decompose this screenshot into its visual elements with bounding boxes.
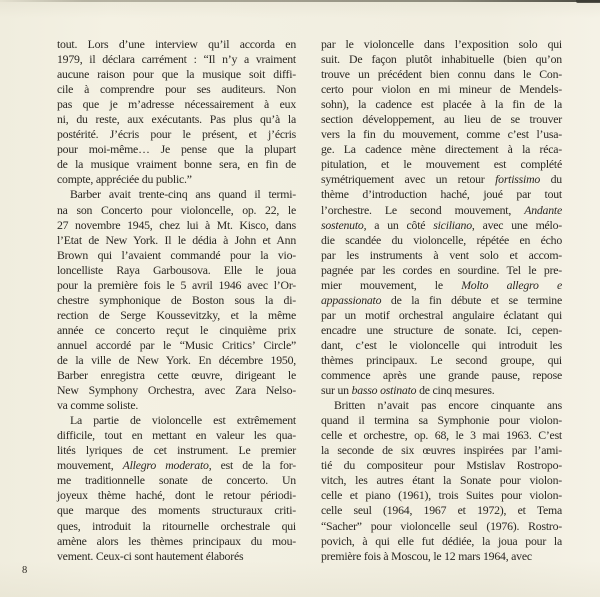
text-line bbox=[57, 233, 296, 248]
text-segment: dant, c’est le violoncelle qui introduit les bbox=[321, 337, 562, 352]
text-segment: amène alors les thèmes principaux du mou- bbox=[57, 533, 296, 548]
text-line bbox=[57, 248, 296, 263]
text-line bbox=[321, 82, 562, 97]
text-segment: vitch, les autres étant la Sonate pour violon- bbox=[321, 473, 562, 488]
text-segment: ge. La cadence mène directement à la réca- bbox=[321, 142, 562, 157]
text-line bbox=[57, 534, 296, 549]
text-segment: par un motif orchestral angulaire éclatant qui bbox=[321, 307, 562, 322]
text-segment: trouve un précédent bien connu dans le Con- bbox=[321, 67, 562, 82]
text-segment: de la fin débute et se termine bbox=[381, 292, 562, 307]
text-segment: Barber enregistra cette œuvre, dirigeant le bbox=[57, 368, 296, 383]
text-line bbox=[321, 428, 562, 443]
text-segment: tié du compositeur pour Mstislav Rostropo- bbox=[321, 458, 562, 473]
text-line bbox=[57, 218, 296, 233]
text-line bbox=[321, 157, 562, 172]
text-line bbox=[321, 503, 562, 518]
text-line bbox=[57, 428, 296, 443]
text-line bbox=[57, 37, 296, 52]
text-segment: va comme soliste. bbox=[57, 398, 139, 413]
text-line bbox=[57, 142, 296, 157]
text-segment: ni, du reste, aux exécutants. Pas plus qu’à la bbox=[57, 112, 296, 127]
text-segment: mier mouvement, le bbox=[321, 277, 462, 292]
text-segment: encadre une structure de sonate. Ici, cepen- bbox=[321, 322, 562, 337]
text-line bbox=[321, 323, 562, 338]
text-segment: celle seul (1964, 1967 et 1972), et Tema bbox=[321, 503, 562, 518]
text-segment: de la ville de New York. En décembre 1950, bbox=[57, 352, 296, 367]
text-line bbox=[321, 52, 562, 67]
italic-phrase: Allegro moderato bbox=[122, 458, 209, 473]
text-segment: pour moi-même… Je pense que la plupart bbox=[57, 142, 296, 157]
text-line bbox=[321, 488, 562, 503]
text-segment: ques, introduit la ritournelle orchestrale qui bbox=[57, 518, 296, 533]
text-line bbox=[321, 413, 562, 428]
text-line bbox=[321, 549, 562, 564]
text-segment: commence après une grande pause, repose bbox=[321, 368, 562, 383]
text-segment: annuel accordé par le “Music Critics’ Circle” bbox=[57, 337, 296, 352]
text-segment: la seconde de six œuvres inspirées par l’ami- bbox=[321, 443, 562, 458]
text-segment: cile à comprendre pour ses auditeurs. Non bbox=[57, 82, 296, 97]
text-segment: 1979, il déclara carrément : “Il n’y a vraiment bbox=[57, 52, 296, 67]
text-line bbox=[321, 383, 562, 398]
text-segment: pas que je m’adresse nécessairement à eux bbox=[57, 97, 296, 112]
text-line bbox=[321, 172, 562, 187]
text-line bbox=[321, 458, 562, 473]
text-segment: chestre symphonique de Boston sous la di- bbox=[57, 292, 296, 307]
text-line bbox=[57, 368, 296, 383]
italic-phrase: basso ostinato bbox=[351, 383, 417, 398]
text-line bbox=[57, 203, 296, 218]
scan-corner-mark bbox=[576, 0, 600, 3]
text-segment: sur un bbox=[321, 383, 352, 398]
text-segment: vement. Ceux-ci sont hautement élaborés bbox=[57, 548, 244, 563]
text-line bbox=[57, 549, 296, 564]
text-line bbox=[321, 398, 562, 413]
text-line bbox=[57, 187, 296, 202]
text-line bbox=[57, 112, 296, 127]
text-line bbox=[321, 263, 562, 278]
text-segment: de cinq mesures. bbox=[416, 383, 495, 398]
italic-phrase: sostenuto bbox=[321, 217, 364, 232]
text-line bbox=[57, 52, 296, 67]
text-segment: postérité. J’écris pour le présent, et j’écris bbox=[57, 127, 296, 142]
text-line bbox=[57, 503, 296, 518]
text-line bbox=[321, 187, 562, 202]
text-line bbox=[57, 127, 296, 142]
text-segment: l’orchestre. Le second mouvement, bbox=[321, 202, 525, 217]
text-segment: année ce concerto reçut le cinquième prix bbox=[57, 322, 296, 337]
text-segment: symétriquement avec un retour bbox=[321, 172, 496, 187]
text-segment: mouvement, bbox=[57, 458, 123, 473]
text-line bbox=[321, 37, 562, 52]
text-segment: joyeux thème haché, dont le retour périodi- bbox=[57, 488, 296, 503]
text-line bbox=[321, 368, 562, 383]
text-line bbox=[321, 338, 562, 353]
text-segment: New Symphony Orchestra, avec Zara Nelso- bbox=[57, 383, 296, 398]
text-segment: celle et orchestre, op. 68, le 3 mai 1963. C’est bbox=[321, 428, 562, 443]
text-segment: , est de la for- bbox=[208, 458, 296, 473]
text-line bbox=[57, 97, 296, 112]
text-segment: lités lyriques de cet instrument. Le premier bbox=[57, 443, 296, 458]
text-segment: par le violoncelle dans l’exposition solo qui bbox=[321, 37, 562, 51]
text-segment: Barber avait trente-cinq ans quand il termi- bbox=[70, 187, 296, 202]
text-segment: par les instruments à vent solo et accom- bbox=[321, 247, 562, 262]
text-line bbox=[57, 82, 296, 97]
text-line bbox=[321, 127, 562, 142]
text-segment: thèmes principaux. Le second groupe, qui bbox=[321, 352, 562, 367]
scan-top-edge bbox=[0, 0, 600, 2]
text-line bbox=[321, 97, 562, 112]
text-segment: loncelliste Raya Garbousova. Elle le joua bbox=[57, 262, 296, 277]
text-line bbox=[57, 353, 296, 368]
text-line bbox=[321, 534, 562, 549]
text-segment: quand il termina sa Symphonie pour violon- bbox=[321, 413, 562, 428]
text-segment: de la musique vraiment bonne sera, en fin de bbox=[57, 157, 296, 172]
text-line bbox=[57, 263, 296, 278]
text-line bbox=[321, 443, 562, 458]
text-line bbox=[321, 519, 562, 534]
text-segment: certo pour violon en mi mineur de Mendels- bbox=[321, 82, 562, 97]
text-segment: vers la fin du mouvement, comme c’est l’usa- bbox=[321, 127, 562, 142]
text-segment: l’Etat de New York. Il le dédia à John et Ann bbox=[57, 232, 296, 247]
text-segment: rection de Serge Koussevitzky, et la même bbox=[57, 307, 296, 322]
text-line bbox=[57, 67, 296, 82]
text-segment: du bbox=[540, 172, 562, 187]
text-segment: na son Concerto pour violoncelle, op. 22, le bbox=[57, 202, 296, 217]
text-line bbox=[57, 293, 296, 308]
text-segment: difficile, tout en mettant en valeur les qua- bbox=[57, 428, 296, 443]
text-line bbox=[321, 353, 562, 368]
text-segment: die scandée du violoncelle, répétée en écho bbox=[321, 232, 562, 247]
text-line bbox=[321, 308, 562, 323]
text-segment: “Sacher” pour violoncelle seul (1976). Rostro- bbox=[321, 518, 562, 533]
italic-phrase: appassionato bbox=[321, 292, 382, 307]
text-segment: celle et piano (1961), trois Suites pour violon- bbox=[321, 488, 562, 503]
text-line bbox=[321, 293, 562, 308]
text-line bbox=[57, 519, 296, 534]
text-line bbox=[57, 443, 296, 458]
text-line bbox=[57, 157, 296, 172]
text-line bbox=[57, 398, 296, 413]
text-segment: 27 novembre 1945, chez lui à Mt. Kisco, dans bbox=[57, 217, 296, 232]
italic-phrase: siciliano bbox=[433, 217, 472, 232]
italic-phrase: fortissimo bbox=[495, 172, 541, 187]
page-number: 8 bbox=[22, 565, 28, 576]
text-line bbox=[57, 413, 296, 428]
text-segment: première fois à Moscou, le 12 mars 1964, avec bbox=[321, 548, 532, 563]
text-segment: Brown qui l’avaient commandé pour la vio- bbox=[57, 247, 296, 262]
text-segment: que marque des moments structuraux criti- bbox=[57, 503, 296, 518]
text-line bbox=[321, 142, 562, 157]
text-segment: , avec une mélo- bbox=[471, 217, 562, 232]
italic-phrase: Molto allegro e bbox=[461, 277, 562, 292]
text-line bbox=[321, 473, 562, 488]
text-segment: tout. Lors d’une interview qu’il accorda en bbox=[57, 37, 296, 51]
text-line bbox=[57, 308, 296, 323]
text-line bbox=[57, 488, 296, 503]
text-segment: pour la première fois le 5 avril 1946 avec l’Or- bbox=[57, 277, 296, 292]
text-line bbox=[321, 233, 562, 248]
text-line bbox=[321, 218, 562, 233]
text-line bbox=[57, 278, 296, 293]
text-column-left bbox=[57, 37, 296, 564]
text-line bbox=[57, 338, 296, 353]
text-segment: compte, appréciée du public.” bbox=[57, 172, 192, 187]
text-line bbox=[57, 473, 296, 488]
text-segment: Britten n’avait pas encore cinquante ans bbox=[334, 398, 562, 413]
text-segment: me traditionnelle sonate de concerto. Un bbox=[57, 473, 296, 488]
text-line bbox=[321, 67, 562, 82]
text-segment: La partie de violoncelle est extrêmement bbox=[70, 413, 296, 428]
text-line bbox=[57, 383, 296, 398]
text-line bbox=[321, 248, 562, 263]
text-segment: section développement, au lieu de se trouver bbox=[321, 112, 562, 127]
text-segment: pagnée par les cordes en sourdine. Tel le pre- bbox=[321, 262, 562, 277]
text-segment: sohn), la cadence est placée à la fin de la bbox=[321, 97, 562, 112]
text-segment: aucune raison pour que la musique soit diffi- bbox=[57, 67, 296, 82]
text-segment: , a un côté bbox=[363, 217, 434, 232]
text-line bbox=[57, 458, 296, 473]
text-segment: thème d’introduction haché, joué par tout bbox=[321, 187, 562, 202]
text-segment: pitulation, et le mouvement est complété bbox=[321, 157, 562, 172]
text-segment: povich, à qui elle fut dédiée, la joua pour la bbox=[321, 533, 562, 548]
text-line bbox=[57, 323, 296, 338]
text-line bbox=[321, 278, 562, 293]
text-segment: suit. De façon plutôt inhabituelle (bien qu’on bbox=[321, 52, 562, 67]
text-line bbox=[321, 203, 562, 218]
text-line bbox=[57, 172, 296, 187]
text-column-right bbox=[321, 37, 562, 564]
italic-phrase: Andante bbox=[524, 202, 562, 217]
text-line bbox=[321, 112, 562, 127]
